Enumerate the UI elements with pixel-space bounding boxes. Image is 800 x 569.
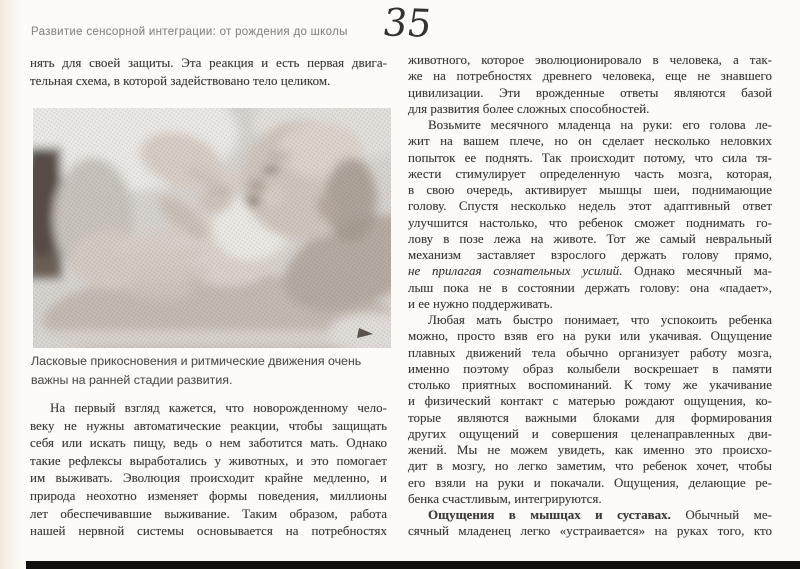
- right-column-body-text: животного, которое эволюционировало в человека, а так- же на потребностях древнего человека, еще не знавшего цивилизации. Эти врожденные ответы являются базой для развития более сложных способностей. Возьмите месячного младенца на руки: его голова ле- жит на вашем плече, но он сделает несколько неловких попыток ее поднять. Так происходит потому, что сила тя- жести стимулирует определенную часть мозга, которая, в свою очередь, активирует мышцы шеи, поднимающие голову. Спустя несколько недель этот адаптивный ответ улучшится настолько, что ребенок сможет поднимать го- лову в позе лежа на животе. Тот же самый невральный механизм заставляет взрослого держать голову прямо, не прилагая сознательных усилий. Однако месячный ма- лыш пока не в состоянии держать голову: она «падает», и ее нужно поддерживать. Любая мать быстро понимает, что успокоить ребенка можно, просто взяв его на руки или укачивая. Ощущение плавных движений тела обычно организует работу мозга, именно поэтому образ колыбели воскрешает в памяти столько приятных воспоминаний. К тому же укачивание и физический контакт с матерью рождают ощущения, ко- торые являются важными блоками для формирования других ощущений и совершения целенаправленных дви- жений. Мы не можем увидеть, как именно это происхо- дит в мозгу, но легко заметим, что ребенок хочет, чтобы его взяли на руки и покачали. Ощущения, делающие ре- бенка счастливым, интегрируются. Ощущения в мышцах и суставах. Обычный ме- сячный младенец легко «устраивается» на руках того, кто: [408, 52, 772, 539]
- page-number: 35: [379, 0, 435, 46]
- scan-bottom-edge: [26, 561, 800, 569]
- running-header: Развитие сенсорной интеграции: от рождения до школы: [31, 26, 348, 38]
- halftone-overlay: [33, 108, 391, 348]
- scan-left-edge: [0, 0, 24, 569]
- left-column-body-text: На первый взгляд кажется, что новорожденному чело- веку не нужны автоматические реакции, чтобы защищать себя или искать пищу, ведь о нем заботится мать. Однако такие рефлексы выработались у животных, и это помогает им выживать. Эволюция происходит крайне медленно, и природа неохотно изменяет формы поведения, миллионы лет обеспечивавшие выживание. Таким образом, работа нашей нервной системы основывается на потребностях: [30, 400, 387, 539]
- baby-held-in-arms-photo: [33, 108, 391, 348]
- photo-caption: Ласковые прикосновения и ритмические движения очень важны на ранней стадии развития.: [31, 354, 362, 387]
- baby-photo-illustration: [33, 108, 391, 348]
- left-column-top-text: нять для своей защиты. Эта реакция и есть первая двига- тельная схема, в которой задействовано тело целиком.: [30, 55, 387, 88]
